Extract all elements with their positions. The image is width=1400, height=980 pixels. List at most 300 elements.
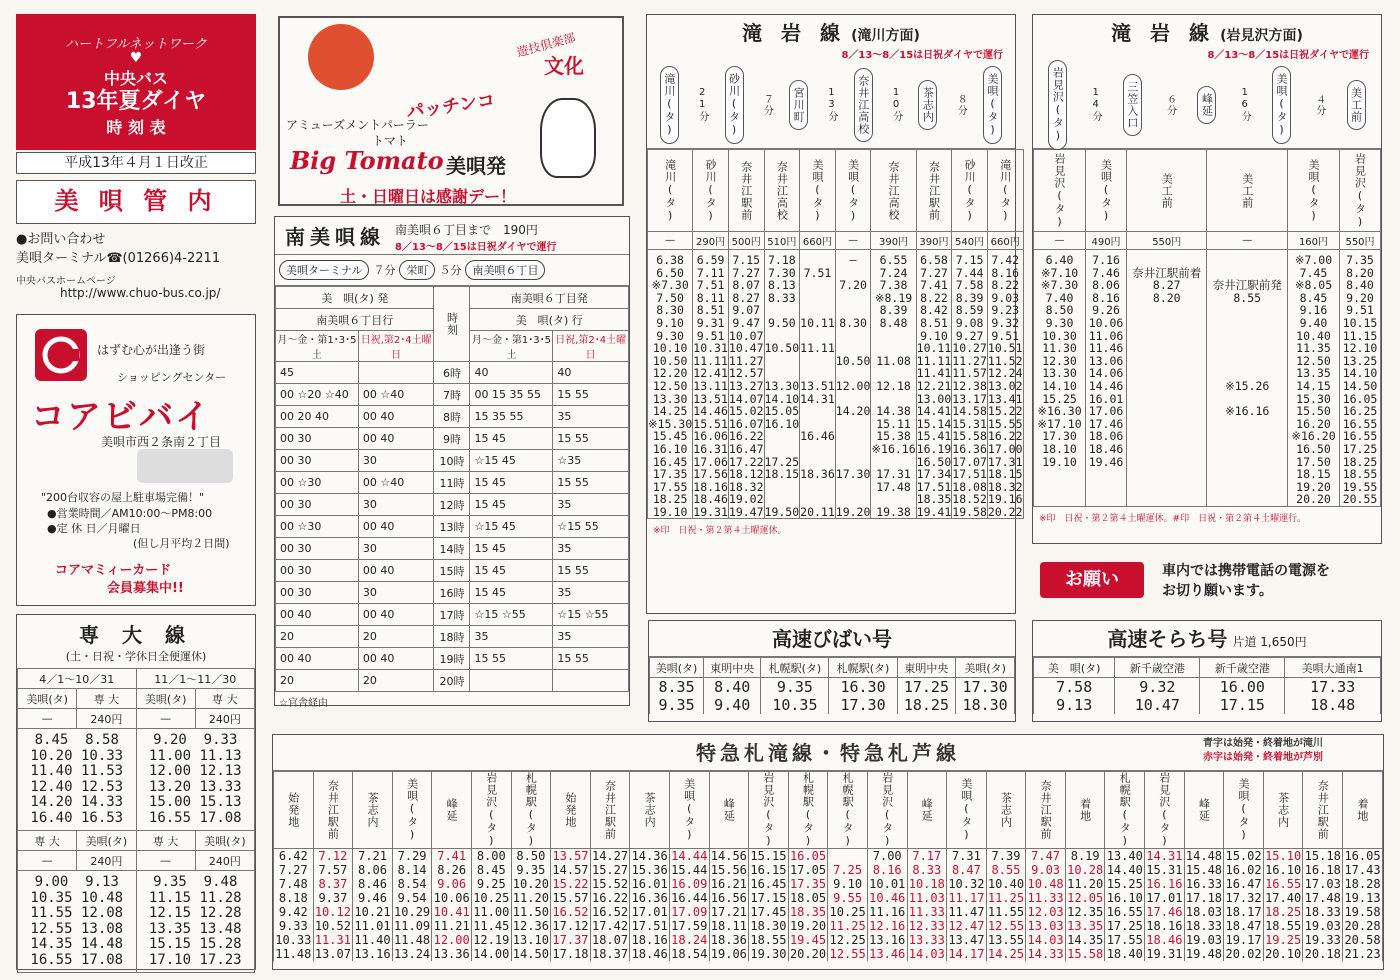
minami-hol-out: 30 [358, 450, 434, 472]
col-head [353, 772, 393, 849]
fare-cell: — [1034, 232, 1086, 250]
coop-parking: "200台収容の屋上駐車場完備！" [41, 491, 205, 504]
express-cell: 7.47 [1026, 849, 1066, 864]
express-cell: 15.52 [591, 877, 629, 891]
col-head [749, 772, 789, 849]
time-col [1086, 250, 1127, 507]
minami-row [276, 406, 629, 428]
stop-sakaemachi: 栄町 [399, 260, 435, 280]
express-cell: 16.10 [1265, 863, 1302, 877]
express-cell: 13.55 [987, 933, 1025, 947]
minami-wk-out: 00 ☆30 [276, 472, 359, 494]
express-cell: 8.16 [867, 863, 907, 877]
iwami-obon: 8／13～8／15は日祝ダイヤで運行 [1207, 50, 1369, 61]
express-cell: 14.03 [908, 947, 945, 961]
col-head: 札幌駅(タ) [829, 658, 897, 678]
time-list: 7.16 7.46 8.06 8.16 9.26 10.06 11.06 11.46 13.06 14.06 14.46 16.01 17.06 17.46 18.06 18.46 19.46 [1088, 253, 1124, 469]
express-cell: 7.00 [867, 849, 907, 864]
minami-row [276, 582, 629, 604]
time-cell: 10.35 [761, 696, 829, 714]
time-cell: 17.30 [829, 696, 897, 714]
time-col [987, 250, 1023, 519]
time-row [1034, 250, 1381, 507]
time-list: 7.35 8.20 8.40 9.20 9.51 10.15 11.15 12.10 13.25 14.10 14.50 16.05 16.25 16.55 16.55 17.25 18.25 18.55 19.55 20.55 [1342, 253, 1378, 507]
express-cell: 17.43 [1344, 863, 1381, 877]
sorachi-fare: 片道 1,650円 [1232, 635, 1307, 649]
express-cell: 18.33 [1185, 919, 1223, 933]
col-head-label: 着地 [1078, 798, 1092, 822]
head-row [648, 150, 1024, 232]
col-head [1145, 772, 1185, 849]
minami-hol-out: 20 [358, 670, 434, 692]
period-2: 11／1～11／30 [136, 669, 255, 689]
minami-hour: 12時 [434, 494, 470, 516]
col-head-label: 峰延 [445, 798, 459, 822]
coop-card-2: 会員募集中!! [107, 581, 184, 596]
fare-cell-4: 240円 [195, 851, 254, 871]
route-stop [854, 68, 873, 142]
express-cell: 18.30 [750, 919, 787, 933]
brand-logo: Big Tomato [290, 146, 444, 175]
time-row [1034, 678, 1381, 697]
col-head-label: 札幌駅(タ) [1118, 772, 1132, 848]
express-cell: 11.31 [314, 933, 351, 947]
travel-time-2: ５分 [439, 264, 462, 277]
minami-obon: 8／13～8／15は日祝ダイヤで運行 [395, 242, 557, 253]
express-cell: 20.10 [1265, 947, 1302, 961]
express-cell: 14.50 [512, 947, 549, 961]
fare-cell-3: 240円 [77, 851, 136, 871]
club-label: 遊技倶楽部 [515, 30, 577, 60]
stop-a-3: 美唄(タ) [77, 831, 136, 851]
express-cell: 17.18 [552, 947, 589, 961]
route-stop-label: 滝川(タ) [662, 72, 676, 137]
express-cell: 18.46 [631, 947, 668, 961]
minami-wk-out: 20 [276, 670, 359, 692]
minami-hour: 17時 [434, 604, 470, 626]
express-cell: 20.20 [789, 947, 827, 961]
col-head-label: 岩見沢(タ) [1157, 772, 1171, 848]
express-cell: 8.46 [353, 877, 393, 891]
express-cell: 18.11 [710, 919, 747, 933]
time-cell: 16.30 [829, 678, 897, 697]
express-cell: 16.15 [750, 863, 787, 877]
revised-date: 平成13年４月１日改正 [16, 152, 256, 174]
col-head [551, 772, 591, 849]
express-cell: 10.06 [433, 891, 470, 905]
head-row [650, 658, 1015, 678]
express-cell: 11.20 [1067, 877, 1104, 891]
express-cell: 7.41 [432, 849, 472, 864]
col-head [648, 150, 693, 232]
express-cell: 19.20 [789, 919, 827, 933]
express-cell: 10.25 [829, 905, 866, 919]
col-head [764, 150, 800, 232]
express-cell: 13.46 [869, 947, 906, 961]
minami-wk-out: 00 ☆30 [276, 516, 359, 538]
col-head: 美唄(タ) [956, 658, 1015, 678]
route-stop [660, 66, 679, 144]
time-col [1127, 250, 1207, 507]
express-cell: 9.25 [471, 877, 511, 891]
minami-hol-out [358, 362, 434, 384]
express-row [274, 933, 1383, 947]
time-col [1287, 250, 1339, 507]
takigawa-note: ※印 日祝・第２第４土曜運休。 [653, 526, 787, 537]
minami-hol-out: 20 [358, 626, 434, 648]
hol-head: 日祝,第2･4土曜日 [358, 331, 434, 362]
minami-wk-in: 15 45 [470, 538, 553, 560]
route-time: 14分 [1090, 87, 1102, 122]
minami-hol-in: 35 [553, 494, 629, 516]
express-cell: 16.52 [552, 905, 589, 919]
minami-line [274, 216, 630, 709]
minami-hol-in: ☆35 [553, 450, 629, 472]
route-stop [789, 80, 808, 130]
express-cell: 12.55 [829, 947, 866, 961]
col-head-label: 奈井江駅前 [326, 780, 340, 840]
minami-hol-out: 00 ☆40 [358, 472, 434, 494]
col-head: 東明中央 [897, 658, 956, 678]
sorachi-title: 高速そらち号 [1107, 627, 1228, 651]
express-cell: 18.05 [789, 891, 827, 905]
express-cell: 20.58 [1344, 933, 1381, 947]
coop-name: コアビバイ [31, 397, 211, 437]
express-cell: 19.58 [1344, 905, 1381, 919]
time-list: 奈井江駅前発 8.55 ※15.26 ※16.16 [1212, 278, 1282, 419]
fare-cell: — [648, 232, 693, 250]
express-cell: 13.35 [1067, 919, 1104, 933]
head-row [274, 772, 1383, 849]
time-col [648, 250, 693, 519]
col-head [828, 772, 868, 849]
express-cell: 15.44 [671, 863, 708, 877]
takigawa-route [647, 61, 1015, 149]
time-cell: 10.47 [1115, 696, 1200, 714]
col-head [630, 772, 670, 849]
culture-label: 文化 [544, 54, 584, 78]
bibai-title: 高速びばい号 [649, 621, 1015, 657]
stop-b-3: 専 大 [18, 831, 77, 851]
col-head: 美唄大通南1 [1285, 658, 1381, 678]
col-head [952, 150, 988, 232]
route-stop-label: 峰延 [1200, 92, 1214, 117]
col-head-label: 美工前 [1160, 172, 1174, 209]
express-cell: 18.28 [1344, 877, 1381, 891]
coop-holiday: ●定 休 日／月曜日 [47, 522, 141, 535]
express-cell: 17.45 [750, 905, 787, 919]
express-cell: 20.18 [1304, 947, 1341, 961]
time-col [800, 250, 836, 519]
col-head [1034, 150, 1086, 232]
col-head-label: 岩見沢(タ) [1353, 152, 1367, 229]
time-row [650, 696, 1015, 714]
stop-minami6: 南美唄６丁目 [465, 260, 545, 280]
express-cell: 9.10 [828, 877, 868, 891]
time-col [871, 250, 916, 519]
express-row [274, 877, 1383, 891]
col-head [1224, 772, 1264, 849]
express-cell: 11.25 [829, 919, 866, 933]
onegai-badge: お願い [1040, 562, 1144, 598]
express-cell: 17.18 [1185, 891, 1223, 905]
wk-head: 月～金・第1･3･5土 [276, 331, 359, 362]
express-cell: 13.36 [433, 947, 470, 961]
express-cell: 19.03 [1304, 919, 1341, 933]
iwamizawa-line [1032, 14, 1382, 544]
fare-cell: — [835, 232, 871, 250]
time-list: 6.55 7.24 7.38 ※8.19 8.39 8.48 11.08 12.18 14.38 15.11 15.38 ※16.16 17.31 17.48 19.38 [871, 253, 916, 519]
express-cell: 13.47 [948, 933, 985, 947]
fare-cell: 390円 [916, 232, 952, 250]
left-head: 美 唄(タ) 発 [276, 287, 434, 309]
express-cell: 15.15 [750, 849, 787, 863]
minami-hour: 19時 [434, 648, 470, 670]
express-cell: 15.18 [1304, 849, 1341, 863]
express-cell: 10.48 [1027, 877, 1064, 891]
express-cell: 16.55 [1106, 905, 1143, 919]
express-cell: 11.16 [869, 905, 906, 919]
route-time: 10分 [890, 87, 902, 122]
express-cell: 14.44 [671, 849, 708, 863]
bigtomato-ad [278, 16, 624, 206]
col-head-label: 岩見沢(タ) [761, 772, 775, 848]
express-cell: 14.35 [1067, 933, 1104, 947]
time-list: 6.58 7.27 7.41 8.22 8.42 8.51 9.10 10.11 11.11 11.41 12.21 13.00 14.41 15.14 15.41 16.19 16.50 17.34 17.51 18.35 19.41 [916, 253, 952, 519]
coop-ad [16, 314, 256, 606]
col-head-label: 美唄(タ) [1237, 778, 1251, 842]
fare-row [648, 232, 1024, 250]
minami-hol-out: 00 40 [358, 428, 434, 450]
district-block [16, 180, 256, 287]
express-cell: 17.32 [1225, 891, 1262, 905]
tomato-kana: トマト [372, 134, 409, 148]
express-cell: 7.12 [313, 849, 353, 864]
minami-wk-in: 15 45 [470, 472, 553, 494]
minami-wk-out: 00 30 [276, 428, 359, 450]
express-cell: 9.42 [274, 905, 314, 919]
col-head-label: 札幌駅(タ) [801, 772, 815, 848]
express-cell: 13.16 [869, 933, 906, 947]
express-cell: 7.17 [907, 849, 947, 864]
time-cell: 9.35 [761, 678, 829, 697]
takigawa-line [646, 14, 1023, 614]
express-cell: 7.48 [274, 877, 314, 891]
minami-row [276, 428, 629, 450]
express-cell: 14.56 [710, 849, 747, 863]
origin-label: 美唄発 [446, 154, 506, 178]
route-stop-label: 奈井江高校 [856, 74, 870, 135]
minami-row [276, 538, 629, 560]
minami-row [276, 560, 629, 582]
hp-label: 中央バスホームページ [16, 276, 116, 287]
express-cell: 9.35 [511, 863, 551, 877]
express-cell: 18.16 [631, 933, 668, 947]
col-head [1026, 772, 1066, 849]
minami-hol-in: 35 [553, 626, 629, 648]
time-cell: 18.30 [956, 696, 1015, 714]
col-head [1105, 772, 1145, 849]
express-cell: 16.10 [1106, 891, 1143, 905]
express-cell: 19.06 [710, 947, 747, 961]
express-cell: 13.40 [1106, 849, 1143, 863]
time-col [835, 250, 871, 519]
express-cell: 15.36 [631, 863, 668, 877]
stop-a-4: 美唄(タ) [195, 831, 254, 851]
minami-wk-out: 00 30 [276, 494, 359, 516]
senndai-out-1: 8.45 8.58 10.20 10.33 11.40 11.53 12.40 12.53 14.20 14.33 16.40 16.53 [30, 732, 124, 826]
express-cell: 17.40 [1265, 891, 1302, 905]
time-col [952, 250, 988, 519]
express-cell: 18.36 [710, 933, 747, 947]
express-cell: 18.03 [1185, 905, 1223, 919]
express-cell: 7.29 [392, 849, 432, 864]
col-head [471, 772, 511, 849]
minami-hour: 9時 [434, 428, 470, 450]
express-cell: 15.22 [552, 877, 589, 891]
col-head [693, 150, 729, 232]
minami-wk-in: ☆15 45 [470, 516, 553, 538]
express-cell: 17.42 [591, 919, 629, 933]
fare-cell-2: 240円 [195, 709, 254, 729]
express-cell: 14.03 [1027, 933, 1064, 947]
minami-wk-in [470, 670, 553, 692]
time-cell: 9.13 [1034, 696, 1115, 714]
express-row [274, 905, 1383, 919]
minami-wk-in: 00 15 35 55 [470, 384, 553, 406]
express-cell: 14.57 [552, 863, 589, 877]
route-time: ８分 [955, 93, 967, 116]
col-head-label: 奈井江高校 [775, 160, 789, 221]
col-head [1343, 772, 1383, 849]
minami-hol-out: 00 40 [358, 516, 434, 538]
express-cell: 12.25 [829, 933, 866, 947]
minami-hol-in: 35 [553, 538, 629, 560]
express-cell: 11.01 [354, 919, 391, 933]
col-head-label: 峰延 [920, 798, 934, 822]
express-cell: 13.57 [552, 849, 589, 863]
express-title: 特急札滝線・特急札芦線 [696, 741, 960, 765]
season-title: 13年夏ダイヤ [65, 89, 207, 114]
route-stop-label: 宮川町 [792, 86, 806, 123]
express-cell: 19.30 [750, 947, 787, 961]
express-cell: 12.03 [1027, 905, 1064, 919]
express-cell: 16.22 [591, 891, 629, 905]
minami-hol-out: 00 40 [358, 560, 434, 582]
col-head-label: 茶志内 [365, 792, 379, 828]
express-cell: 7.31 [947, 849, 987, 864]
time-col [693, 250, 729, 519]
minami-wk-out: 00 ☆20 ☆40 [276, 384, 359, 406]
express-cell: 11.47 [948, 905, 985, 919]
col-head-label: 奈井江駅前 [1316, 780, 1330, 840]
express-cell: 9.03 [1026, 863, 1066, 877]
senndai-line [16, 614, 256, 970]
minami-wk-in: ☆15 ☆55 [470, 604, 553, 626]
express-cell: 9.54 [392, 891, 432, 905]
col-head-label: 美唄(タ) [1306, 158, 1320, 223]
express-cell: 10.25 [473, 891, 510, 905]
route-stop-label: 美唄(タ) [1274, 72, 1288, 137]
col-head-label: 滝川(タ) [663, 158, 677, 223]
express-cell: 8.19 [1065, 849, 1105, 864]
express-cell: 18.07 [591, 933, 629, 947]
fare-cell: 540円 [952, 232, 988, 250]
minami-row [276, 472, 629, 494]
col-head: 美 唄(タ) [1034, 658, 1115, 678]
col-head: 新千歳空港 [1115, 658, 1200, 678]
time-list: ※7.00 7.45 ※8.05 8.45 9.16 9.40 10.40 11.35 12.50 13.35 14.15 15.30 15.50 16.20 ※16.20 16.50 17.50 18.15 19.20 20.20 [1291, 253, 1336, 507]
express-cell: 12.19 [473, 933, 510, 947]
col-head [1263, 772, 1303, 849]
minami-wk-out: 00 40 [276, 604, 359, 626]
express-cell: 18.40 [1106, 947, 1143, 961]
col-head [1340, 150, 1381, 232]
col-head-label: 奈井江高校 [887, 160, 901, 221]
hol-head-2: 日祝,第2･4土曜日 [553, 331, 629, 362]
express-cell: 11.50 [512, 905, 549, 919]
col-head: 札幌駅(タ) [761, 658, 829, 678]
express-cell: 12.00 [433, 933, 470, 947]
fare-cell: 390円 [871, 232, 916, 250]
col-head-label: 滝川(タ) [998, 158, 1012, 223]
coop-blurred-phone [137, 449, 233, 483]
route-stop [1048, 60, 1067, 150]
hour-head-label: 時刻 [445, 312, 459, 336]
express-cell: 18.46 [1146, 933, 1183, 947]
express-cell: 8.55 [986, 863, 1026, 877]
minami-row [276, 362, 629, 384]
express-cell: 10.40 [987, 877, 1025, 891]
minami-hour: 20時 [434, 670, 470, 692]
stop-a-2: 美唄(タ) [136, 689, 195, 709]
express-cell: 13.33 [908, 933, 945, 947]
express-cell: 8.33 [907, 863, 947, 877]
express-cell: 12.33 [908, 919, 945, 933]
express-cell: 8.45 [471, 863, 511, 877]
express-cell: 7.39 [986, 849, 1026, 864]
hp-url[interactable]: http://www.chuo-bus.co.jp/ [60, 286, 221, 300]
express-cell: 18.25 [1265, 905, 1302, 919]
express-cell: 8.54 [392, 877, 432, 891]
col-head [1184, 772, 1224, 849]
express-cell: 10.21 [354, 905, 391, 919]
express-cell: 10.41 [433, 905, 470, 919]
network-label: ハートフルネットワーク [65, 37, 207, 52]
stop-terminal: 美唄ターミナル [279, 260, 369, 280]
express-cell: 17.05 [789, 863, 827, 877]
col-head [709, 772, 749, 849]
express-cell: 14.40 [1106, 863, 1143, 877]
express-cell: 16.45 [750, 877, 787, 891]
col-head-label: 峰延 [722, 798, 736, 822]
col-head-label: 美唄(タ) [846, 158, 860, 223]
col-head [800, 150, 836, 232]
express-cell: 15.57 [552, 891, 589, 905]
minami-until: 南美唄６丁目まで 190円 [395, 223, 538, 237]
minami-hol-out: 00 ☆40 [358, 384, 434, 406]
express-cell: 11.33 [908, 905, 945, 919]
minami-row [276, 670, 629, 692]
express-cell: 18.24 [671, 933, 708, 947]
express-cell: 9.33 [274, 919, 314, 933]
coop-holiday-note: (但し月平均２日間) [133, 537, 230, 550]
col-head: 新千歳空港 [1200, 658, 1285, 678]
express-cell: 17.48 [1304, 891, 1341, 905]
senndai-in-2: 9.35 9.48 11.15 11.28 12.15 12.28 13.35 13.48 15.15 15.28 17.10 17.23 [148, 874, 242, 968]
fare-cell: — [1207, 232, 1287, 250]
fare-cell: 160円 [1287, 232, 1339, 250]
